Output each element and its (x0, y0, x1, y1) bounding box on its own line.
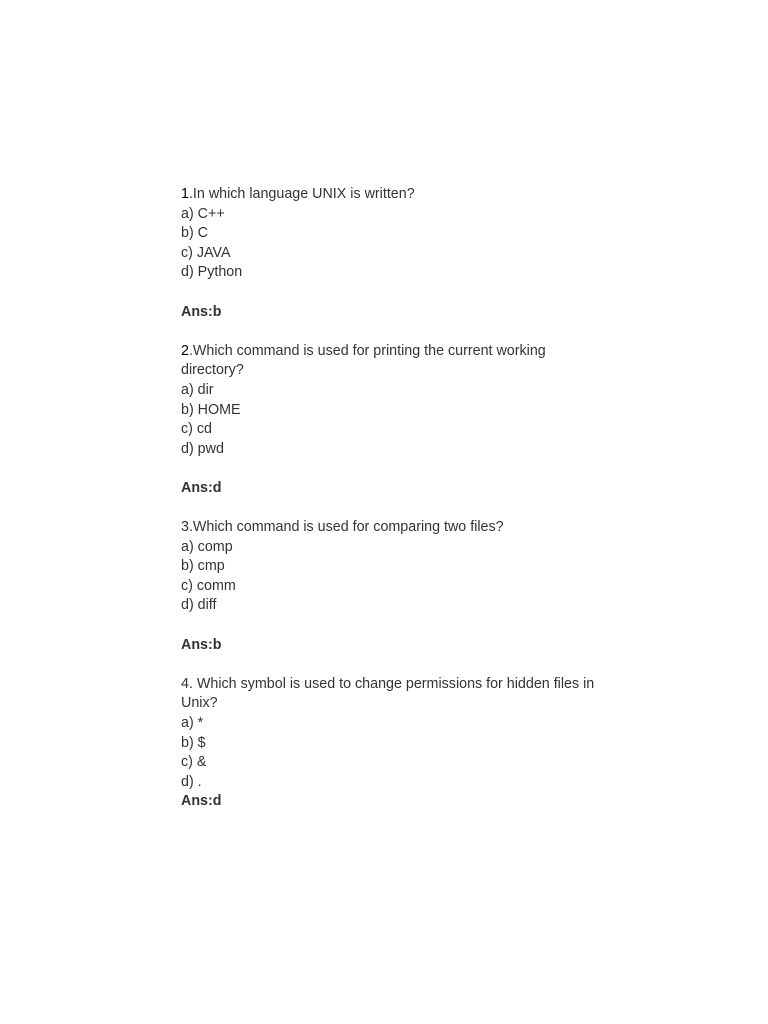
answer-label: Ans:b (181, 636, 222, 653)
question-text (181, 675, 601, 714)
option-a: a) C++ (181, 205, 225, 222)
option-c: c) cd (181, 421, 212, 438)
question-number: 3 (181, 519, 189, 536)
option-a: a) * (181, 715, 204, 732)
option-b: b) C (181, 225, 209, 242)
question-text (181, 185, 601, 205)
spacer (181, 655, 601, 675)
question-number: 2 (181, 342, 189, 359)
option-d: d) pwd (181, 440, 224, 457)
question-block-2 (181, 342, 601, 518)
spacer (181, 616, 601, 636)
question-number: 1 (181, 186, 189, 202)
question-body: .Which command is used for printing the current working directory? (181, 342, 546, 379)
question-number: 4 (181, 675, 189, 692)
question-block-4 (181, 675, 601, 812)
spacer (181, 322, 601, 342)
answer-label: Ans:d (181, 793, 222, 810)
quiz-content (181, 185, 601, 812)
question-body: . Which symbol is used to change permissions for hidden files in Unix? (181, 675, 595, 712)
option-a: a) dir (181, 381, 214, 398)
question-body: .Which command is used for comparing two files? (188, 519, 504, 536)
option-c: c) comm (181, 577, 236, 594)
spacer (181, 283, 601, 303)
option-b: b) $ (181, 734, 206, 751)
option-d: d) diff (181, 597, 217, 614)
question-text (181, 518, 601, 538)
question-block-3 (181, 518, 601, 675)
option-a: a) comp (181, 538, 233, 555)
option-d: d) . (181, 773, 202, 790)
question-body: .In which language UNIX is written? (188, 186, 415, 202)
option-b: b) cmp (181, 558, 225, 575)
question-text (181, 342, 601, 381)
option-c: c) & (181, 754, 207, 771)
spacer (181, 459, 601, 479)
option-c: c) JAVA (181, 244, 231, 261)
option-b: b) HOME (181, 401, 241, 418)
spacer (181, 499, 601, 519)
option-d: d) Python (181, 264, 243, 281)
answer-label: Ans:b (181, 303, 222, 320)
question-block-1 (181, 185, 601, 342)
answer-label: Ans:d (181, 479, 222, 496)
